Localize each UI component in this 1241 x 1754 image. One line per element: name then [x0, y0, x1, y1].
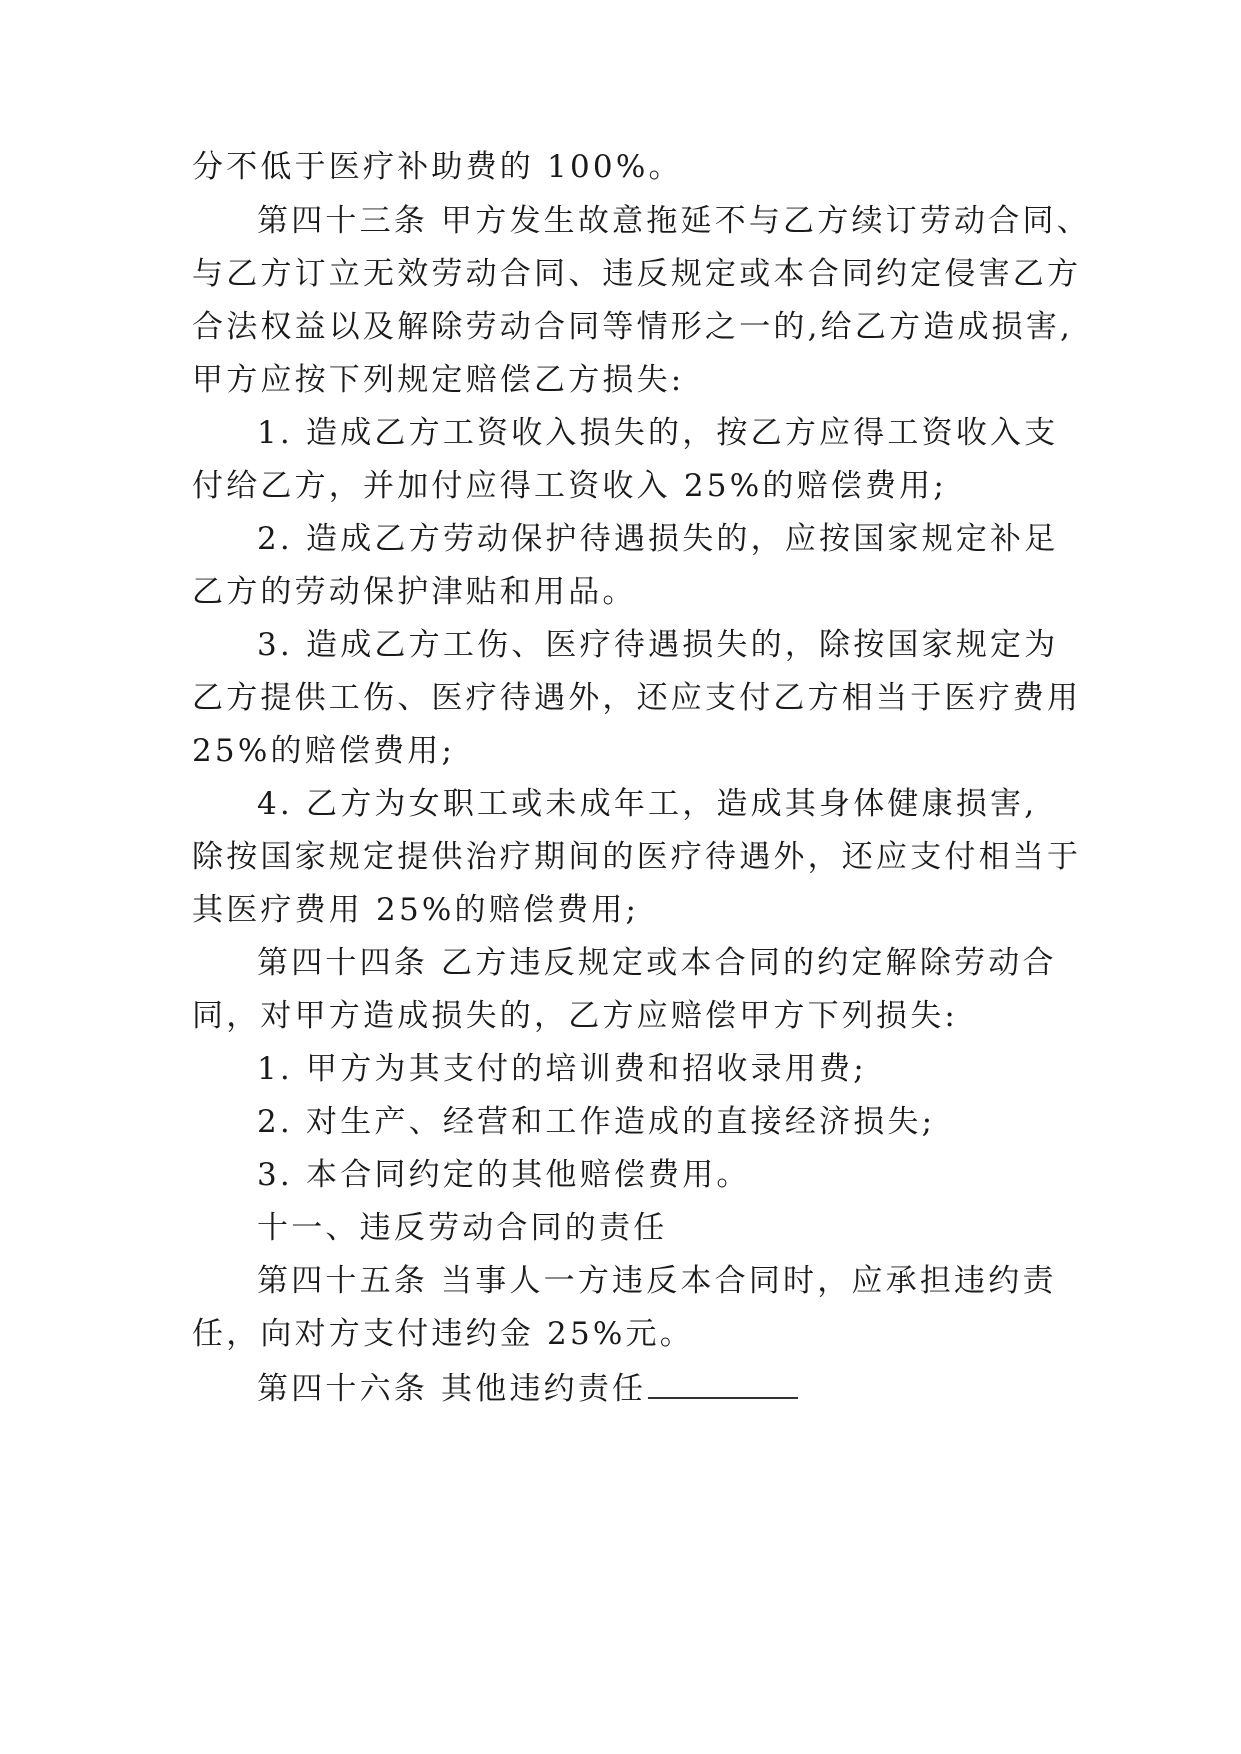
section-heading: 十一、违反劳动合同的责任	[257, 1210, 668, 1246]
article-43-heading: 第四十三条 甲方发生故意拖延不与乙方续订劳动合同、	[257, 203, 1091, 239]
list-item-2: 2. 对生产、经营和工作造成的直接经济损失;	[257, 1104, 936, 1140]
text-line: 分不低于医疗补助费的 100%。	[192, 149, 683, 185]
text-line: 乙方的劳动保护津贴和用品。	[192, 574, 637, 610]
list-item-1: 1. 造成乙方工资收入损失的，按乙方应得工资收入支	[257, 415, 1059, 451]
text-line: 乙方提供工伤、医疗待遇外，还应支付乙方相当于医疗费用	[192, 680, 1082, 716]
text-line: 其医疗费用 25%的赔偿费用;	[192, 892, 640, 928]
list-item-1: 1. 甲方为其支付的培训费和招收录用费;	[257, 1051, 867, 1087]
text-line: 付给乙方，并加付应得工资收入 25%的赔偿费用;	[192, 468, 947, 504]
text-line: 与乙方订立无效劳动合同、违反规定或本合同约定侵害乙方	[192, 256, 1082, 292]
fill-in-blank	[648, 1367, 798, 1399]
article-44-heading: 第四十四条 乙方违反规定或本合同的约定解除劳动合	[257, 945, 1057, 981]
article-46-text: 第四十六条 其他违约责任	[257, 1371, 647, 1407]
list-item-4: 4. 乙方为女职工或未成年工，造成其身体健康损害,	[257, 786, 1038, 822]
list-item-3: 3. 造成乙方工伤、医疗待遇损失的，除按国家规定为	[257, 627, 1059, 663]
list-item-2: 2. 造成乙方劳动保护待遇损失的，应按国家规定补足	[257, 521, 1059, 557]
article-45-heading: 第四十五条 当事人一方违反本合同时，应承担违约责	[257, 1263, 1057, 1299]
text-line: 任，向对方支付违约金 25%元。	[192, 1316, 694, 1352]
list-item-3: 3. 本合同约定的其他赔偿费用。	[257, 1157, 751, 1193]
text-line: 25%的赔偿费用;	[192, 733, 456, 769]
text-line: 合法权益以及解除劳动合同等情形之一的,给乙方造成损害,	[192, 309, 1074, 345]
article-46-heading	[257, 1367, 798, 1409]
text-line: 甲方应按下列规定赔偿乙方损失:	[192, 362, 685, 398]
text-line: 除按国家规定提供治疗期间的医疗待遇外，还应支付相当于	[192, 839, 1082, 875]
text-line: 同，对甲方造成损失的，乙方应赔偿甲方下列损失:	[192, 998, 959, 1034]
